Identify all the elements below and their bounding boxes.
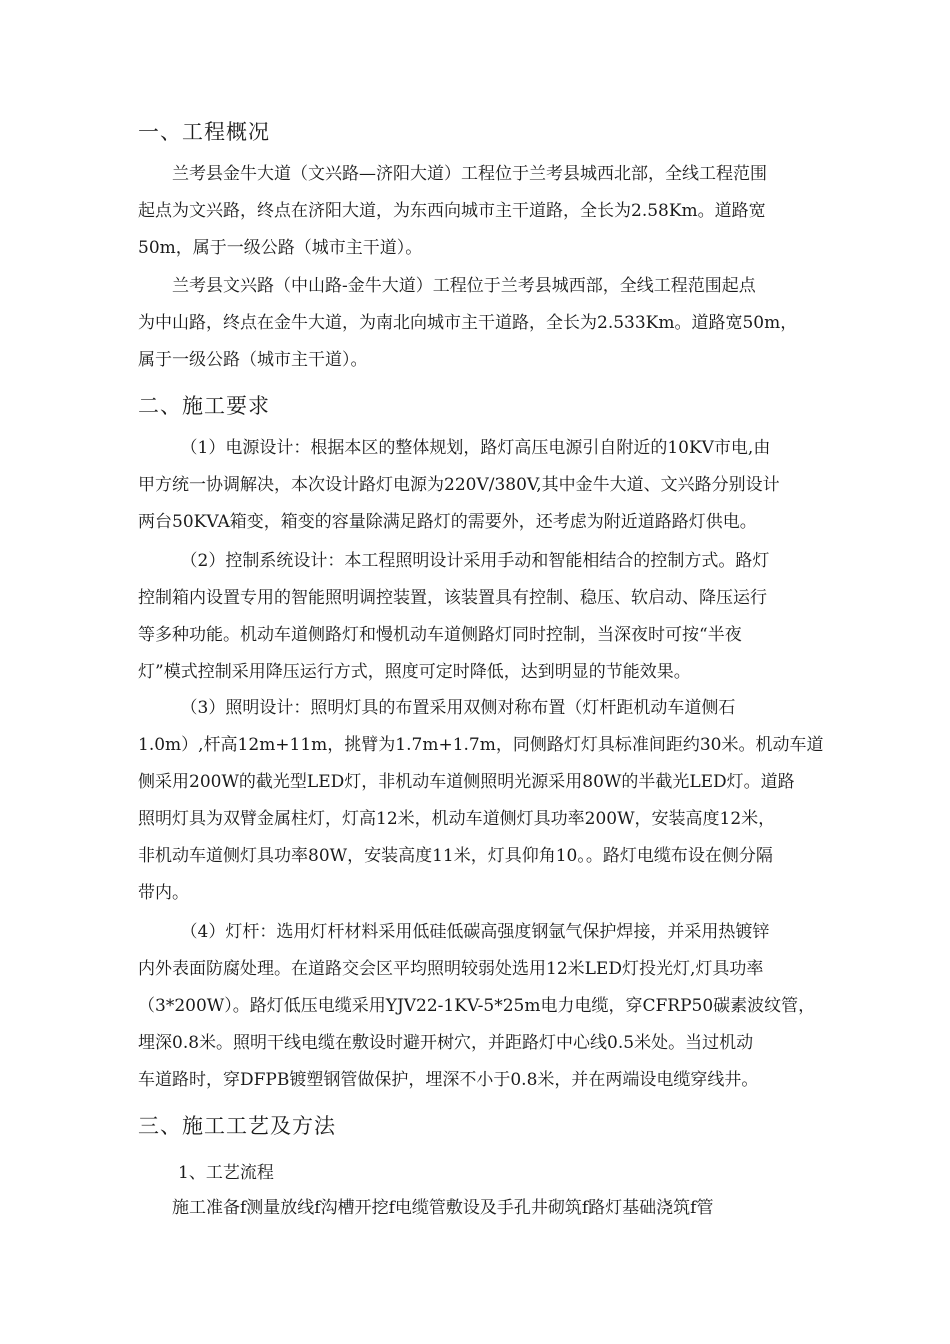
text-line: 起点为文兴路，终点在济阳大道，为东西向城市主干道路，全长为2.58Km。道路宽 (138, 201, 766, 221)
section-heading-requirements: 二、施工要求 (138, 394, 270, 418)
text-line: 照明灯具为双臂金属柱灯，灯高12米，机动车道侧灯具功率200W，安装高度12米， (138, 809, 776, 829)
subheading-process-flow: 1、工艺流程 (178, 1163, 274, 1183)
text-line: 1.0m）,杆高12m+11m，挑臂为1.7m+1.7m，同侧路灯灯具标准间距约30米。机动车道 (138, 735, 824, 755)
text-line: 甲方统一协调解决，本次设计路灯电源为220V/380V,其中金牛大道、文兴路分别设计 (138, 475, 780, 495)
paragraph-lamp-pole (138, 914, 818, 1099)
section-heading-overview: 一、工程概况 (138, 120, 270, 144)
text-line: （4）灯杆：选用灯杆材料采用低硅低碳高强度钢氩气保护焊接，并采用热镀锌 (138, 922, 770, 942)
text-line: 属于一级公路（城市主干道）。 (138, 350, 368, 370)
text-line: （1）电源设计：根据本区的整体规划，路灯高压电源引自附近的10KV市电,由 (138, 438, 771, 458)
text-line: 为中山路，终点在金牛大道，为南北向城市主干道路，全长为2.533Km。道路宽50m， (138, 313, 798, 333)
paragraph-lighting-design (138, 690, 824, 912)
text-line: 两台50KVA箱变，箱变的容量除满足路灯的需要外，还考虑为附近道路路灯供电。 (138, 512, 757, 532)
text-line: 埋深0.8米。照明干线电缆在敷设时避开树穴，并距路灯中心线0.5米处。当过机动 (138, 1033, 754, 1053)
text-line: 控制箱内设置专用的智能照明调控装置，该装置具有控制、稳压、软启动、降压运行 (138, 588, 767, 608)
text-line: 内外表面防腐处理。在道路交会区平均照明较弱处选用12米LED灯投光灯,灯具功率 (138, 959, 764, 979)
text-line: （2）控制系统设计：本工程照明设计采用手动和智能相结合的控制方式。路灯 (138, 551, 770, 571)
text-line: 兰考县文兴路（中山路-金牛大道）工程位于兰考县城西部，全线工程范围起点 (138, 276, 756, 296)
text-line: （3）照明设计：照明灯具的布置采用双侧对称布置（灯杆距机动车道侧石 (138, 698, 736, 718)
text-line: 车道路时，穿DFPB镀塑钢管做保护，埋深不小于0.8米，并在两端设电缆穿线井。 (138, 1070, 759, 1090)
text-line: （3*200W）。路灯低压电缆采用YJV22-1KV-5*25m电力电缆，穿CFRP50碳素波纹管， (138, 996, 816, 1016)
paragraph-process-flow (138, 1190, 818, 1227)
text-line: 施工准备f测量放线f沟槽开挖f电缆管敷设及手孔井砌筑f路灯基础浇筑f管 (138, 1198, 714, 1218)
text-line: 50m，属于一级公路（城市主干道）。 (138, 238, 423, 258)
text-line: 兰考县金牛大道（文兴路—济阳大道）工程位于兰考县城西北部，全线工程范围 (138, 164, 767, 184)
text-line: 带内。 (138, 883, 189, 903)
text-line: 灯”模式控制采用降压运行方式，照度可定时降低，达到明显的节能效果。 (138, 662, 691, 682)
text-line: 非机动车道侧灯具功率80W，安装高度11米，灯具仰角10。。路灯电缆布设在侧分隔 (138, 846, 773, 866)
text-line: 等多种功能。机动车道侧路灯和慢机动车道侧路灯同时控制，当深夜时可按“半夜 (138, 625, 742, 645)
paragraph-jinniu-road (138, 156, 818, 267)
section-heading-process: 三、施工工艺及方法 (138, 1114, 336, 1138)
paragraph-wenxing-road (138, 268, 818, 379)
paragraph-control-system (138, 543, 818, 691)
paragraph-power-design (138, 430, 818, 541)
text-line: 侧采用200W的截光型LED灯，非机动车道侧照明光源采用80W的半截光LED灯。道路 (138, 772, 795, 792)
